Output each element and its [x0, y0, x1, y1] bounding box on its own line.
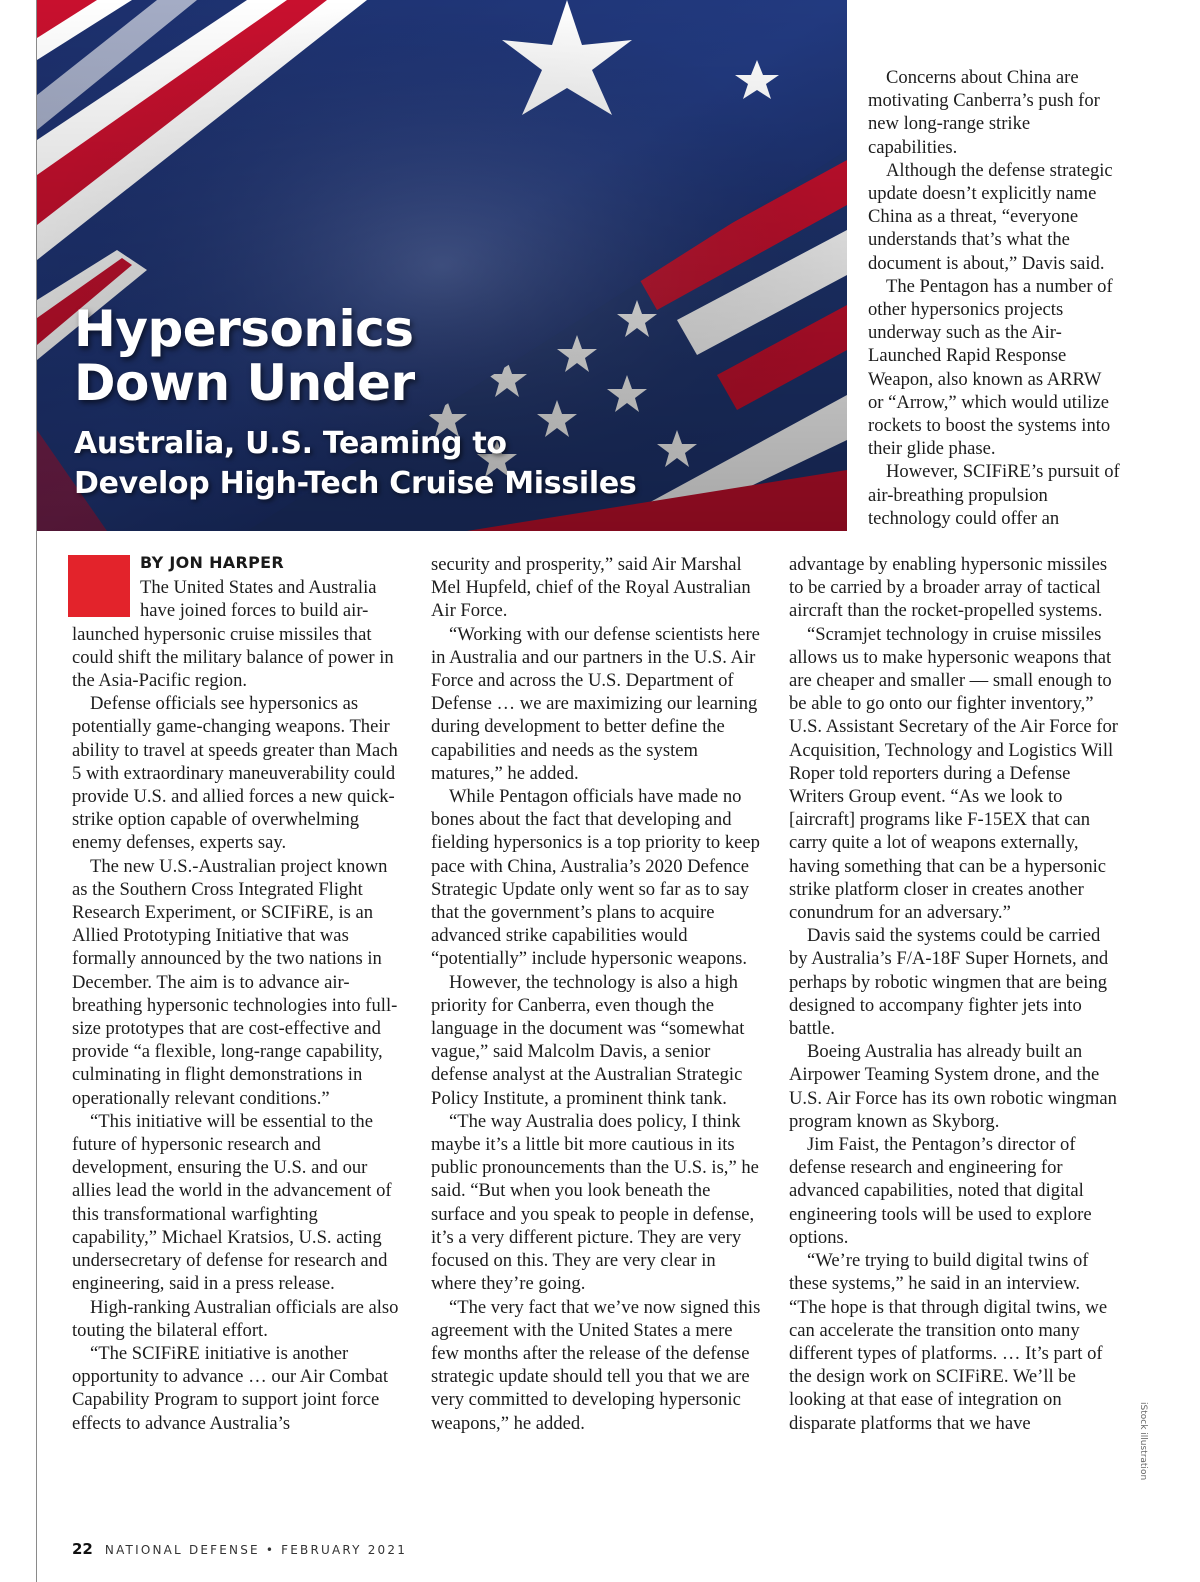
headline-line-1: Hypersonics: [74, 300, 414, 358]
paragraph: However, the technology is also a high priority for Canberra, even though the language in the document was “somewhat vague,” said Malcolm Davis, a senior defense analyst at the Australian Strategic Policy Institute, a prominent think tank.: [431, 971, 745, 1109]
subheadline-line-1: Australia, U.S. Teaming to: [74, 426, 507, 461]
paragraph: “Scramjet technology in cruise missiles allows us to make hypersonic weapons that are cheaper and smaller — small enough to be able to go onto our fighter inventory,” U.S. Assistant Secretary of the Air Force for Acquisition, Technology and Logistics Will Roper told reporters during a Defense Writers Group event. “As we look to [aircraft] programs like F-15EX that can carry quite a lot of weapons externally, having something that can be a hypersonic strike platform closer in creates another conundrum for an adversary.”: [789, 623, 1118, 924]
paragraph: Although the defense strategic update doesn’t explicitly name China as a threat, “everyone understands that’s what the document is about,” Davis said.: [868, 159, 1113, 274]
paragraph: Boeing Australia has already built an Airpower Teaming System drone, and the U.S. Air Force has its own robotic wingman program known as Skyborg.: [789, 1041, 1117, 1132]
publication-info: NATIONAL DEFENSE • FEBRUARY 2021: [104, 1543, 408, 1557]
paragraph: Jim Faist, the Pentagon’s director of defense research and engineering for advanced capabilities, noted that digital engineering tools will be used to explore options.: [789, 1134, 1092, 1248]
paragraph: However, SCIFiRE’s pursuit of air-breathing propulsion technology could offer an: [868, 461, 1120, 529]
paragraph: “The very fact that we’ve now signed this agreement with the United States a mere few months after the release of the defense strategic update should tell you that we are very committed to developing hypersonic weapons,” he added.: [431, 1296, 761, 1434]
article-subheadline: [74, 424, 636, 504]
paragraph: “We’re trying to build digital twins of these systems,” he said in an interview. “The hope is that through digital twins, we can accelerate the transition onto many different types of platforms. … It’s part of the design work on SCIFiRE. We’ll be looking at that ease of integration on disparate platforms that we have: [789, 1250, 1108, 1434]
column-2: [431, 553, 761, 1435]
paragraph: The Pentagon has a number of other hypersonics projects underway such as the Air-Launched Rapid Response Weapon, also known as ARRW or “Arrow,” which would utilize rockets to boost the systems into their glide phase.: [868, 275, 1113, 460]
photo-credit: iStock illustration: [1138, 1402, 1148, 1481]
paragraph: Davis said the systems could be carried by Australia’s F/A-18F Super Hornets, and perhaps by robotic wingmen that are being designed to accompany fighter jets into battle.: [789, 925, 1109, 1040]
red-dropcap-block: [68, 555, 130, 617]
paragraph: “The SCIFiRE initiative is another opportunity to advance … our Air Combat Capability Program to support joint force effects to advance Australia’s: [72, 1342, 389, 1434]
subheadline-line-2: Develop High-Tech Cruise Missiles: [74, 466, 637, 501]
paragraph: Defense officials see hypersonics as potentially game-changing weapons. Their ability to travel at speeds greater than Mach 5 with extraordinary maneuverability could provide U.S. and allied forces a new quick-strike option capable of overwhelming enemy defenses, experts say.: [72, 693, 398, 854]
paragraph: High-ranking Australian officials are also touting the bilateral effort.: [72, 1296, 399, 1341]
byline: BY JON HARPER: [140, 553, 284, 572]
paragraph: The United States and Australia have joined forces to build air-launched hypersonic cruise missiles that could shift the military balance of power in the Asia-Pacific region.: [72, 577, 394, 692]
paragraph: “This initiative will be essential to the future of hypersonic research and development, ensuring the U.S. and our allies lead the world in the advancement of this transformational warfighting capability,” Michael Kratsios, U.S. acting undersecretary of defense for research and engineering, said in a press release.: [72, 1110, 392, 1295]
page-footer: [72, 1540, 407, 1558]
column-1: [72, 551, 402, 1435]
column-3: [789, 553, 1119, 1435]
paragraph: The new U.S.-Australian project known as the Southern Cross Integrated Flight Research Experiment, or SCIFiRE, is an Allied Prototyping Initiative that was formally announced by the two nations in December. The aim is to advance air-breathing hypersonic technologies into full-size prototypes that are cost-effective and provide “a flexible, long-range capability, culminating in flight demonstrations in operationally relevant conditions.”: [72, 855, 398, 1109]
page-number: 22: [72, 1540, 93, 1558]
article-headline: [74, 302, 415, 410]
paragraph: While Pentagon officials have made no bones about the fact that developing and fielding hypersonics is a top priority to keep pace with China, Australia’s 2020 Defence Strategic Update only went so far as to say that the government’s plans to acquire advanced strike capabilities would “potentially” include hypersonic weapons.: [431, 786, 760, 970]
paragraph: “Working with our defense scientists here in Australia and our partners in the U.S. Air Force and across the U.S. Department of Defense … we are maximizing our learning during development to better define the capabilities and needs as the system matures,” he added.: [431, 623, 760, 784]
paragraph: “The way Australia does policy, I think maybe it’s a little bit more cautious in its public pronouncements than the U.S. is,” he said. “But when you look beneath the surface and you speak to people in defense, it’s a very different picture. They are very focused on this. They are very clear in where they’re going.: [431, 1110, 759, 1295]
paragraph: Concerns about China are motivating Canberra’s push for new long-range strike capabilities.: [868, 67, 1100, 158]
paragraph: security and prosperity,” said Air Marshal Mel Hupfeld, chief of the Royal Australian Air Force.: [431, 554, 751, 622]
paragraph: advantage by enabling hypersonic missiles to be carried by a broader array of tactical aircraft than the rocket-propelled systems.: [789, 554, 1108, 622]
headline-line-2: Down Under: [74, 354, 415, 412]
column-3-top: [868, 66, 1120, 530]
